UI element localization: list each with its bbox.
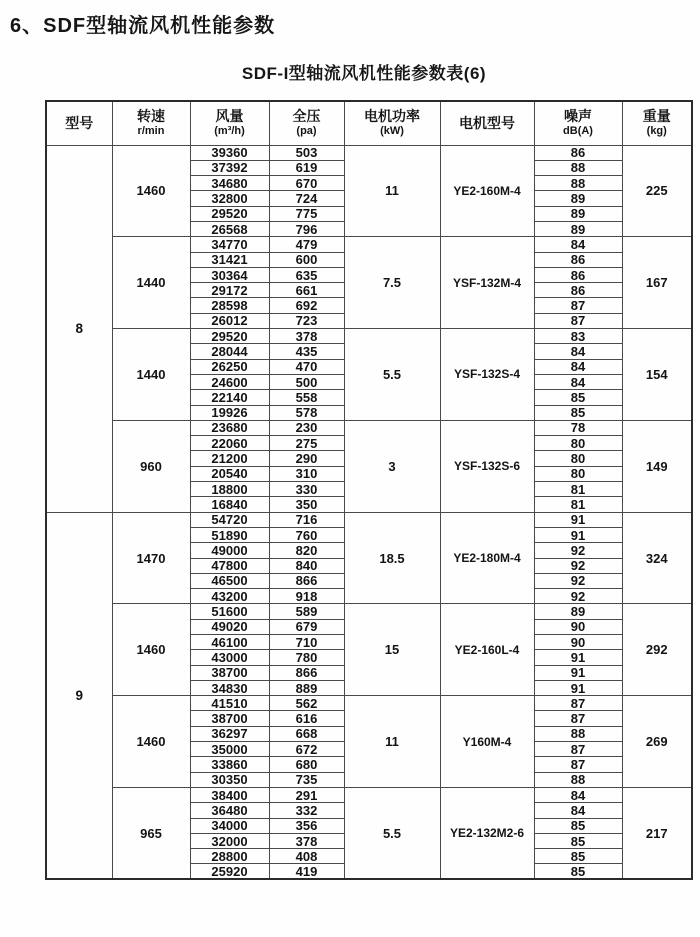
cell-pressure: 780 [269, 650, 344, 665]
cell-pressure: 230 [269, 420, 344, 435]
cell-noise: 83 [534, 329, 622, 344]
cell-noise: 84 [534, 237, 622, 252]
cell-noise: 91 [534, 665, 622, 680]
cell-noise: 78 [534, 420, 622, 435]
cell-pressure: 291 [269, 787, 344, 802]
cell-noise: 88 [534, 772, 622, 787]
cell-flow: 29520 [190, 206, 269, 221]
cell-noise: 86 [534, 283, 622, 298]
cell-flow: 43200 [190, 589, 269, 604]
col-sublabel: (kg) [646, 125, 667, 138]
col-sublabel: r/min [137, 125, 165, 138]
cell-pressure: 310 [269, 466, 344, 481]
cell-pressure: 350 [269, 497, 344, 512]
cell-noise: 81 [534, 482, 622, 497]
cell-noise: 92 [534, 558, 622, 573]
cell-flow: 49000 [190, 543, 269, 558]
cell-flow: 46100 [190, 635, 269, 650]
cell-motor: YE2-160L-4 [440, 604, 534, 696]
cell-pressure: 479 [269, 237, 344, 252]
cell-flow: 30364 [190, 267, 269, 282]
cell-flow: 23680 [190, 420, 269, 435]
cell-flow: 38400 [190, 787, 269, 802]
cell-pressure: 589 [269, 604, 344, 619]
cell-flow: 51600 [190, 604, 269, 619]
table-body [46, 145, 692, 879]
cell-flow: 33860 [190, 757, 269, 772]
cell-flow: 34770 [190, 237, 269, 252]
cell-pressure: 672 [269, 742, 344, 757]
cell-flow: 26012 [190, 313, 269, 328]
cell-flow: 28598 [190, 298, 269, 313]
cell-noise: 88 [534, 160, 622, 175]
table-title: SDF-I型轴流风机性能参数表(6) [241, 64, 487, 83]
cell-noise: 86 [534, 145, 622, 160]
col-header-pressure [269, 101, 344, 145]
cell-model: 8 [46, 145, 112, 512]
cell-flow: 31421 [190, 252, 269, 267]
cell-pressure: 290 [269, 451, 344, 466]
cell-noise: 87 [534, 711, 622, 726]
cell-pressure: 680 [269, 757, 344, 772]
cell-speed: 1470 [112, 512, 190, 604]
cell-noise: 80 [534, 466, 622, 481]
cell-noise: 85 [534, 864, 622, 879]
cell-pressure: 866 [269, 573, 344, 588]
table-row [46, 787, 692, 802]
cell-weight: 149 [622, 420, 692, 512]
cell-flow: 18800 [190, 482, 269, 497]
table-row [46, 420, 692, 435]
cell-motor: YE2-180M-4 [440, 512, 534, 604]
cell-noise: 81 [534, 497, 622, 512]
cell-noise: 80 [534, 451, 622, 466]
cell-flow: 38700 [190, 711, 269, 726]
cell-flow: 22060 [190, 436, 269, 451]
cell-speed: 1460 [112, 696, 190, 788]
cell-noise: 85 [534, 818, 622, 833]
cell-weight: 292 [622, 604, 692, 696]
col-sublabel: (pa) [296, 125, 317, 138]
cell-noise: 87 [534, 757, 622, 772]
cell-noise: 85 [534, 833, 622, 848]
cell-noise: 90 [534, 619, 622, 634]
cell-motor: YE2-132M2-6 [440, 787, 534, 879]
cell-motor: YE2-160M-4 [440, 145, 534, 237]
cell-speed: 965 [112, 787, 190, 879]
cell-noise: 84 [534, 359, 622, 374]
cell-noise: 80 [534, 436, 622, 451]
cell-noise: 86 [534, 252, 622, 267]
cell-pressure: 918 [269, 589, 344, 604]
cell-flow: 26250 [190, 359, 269, 374]
col-label: 全压 [292, 107, 321, 124]
cell-noise: 87 [534, 742, 622, 757]
cell-flow: 38700 [190, 665, 269, 680]
cell-noise: 92 [534, 543, 622, 558]
cell-weight: 167 [622, 237, 692, 329]
cell-flow: 37392 [190, 160, 269, 175]
cell-power: 15 [344, 604, 440, 696]
cell-pressure: 661 [269, 283, 344, 298]
col-label: 型号 [65, 114, 94, 131]
col-label: 噪声 [564, 107, 592, 124]
col-header-airflow [190, 101, 269, 145]
cell-flow: 36297 [190, 726, 269, 741]
cell-flow: 22140 [190, 390, 269, 405]
cell-noise: 87 [534, 298, 622, 313]
cell-flow: 21200 [190, 451, 269, 466]
cell-model: 9 [46, 512, 112, 879]
cell-pressure: 692 [269, 298, 344, 313]
cell-noise: 84 [534, 344, 622, 359]
cell-weight: 225 [622, 145, 692, 237]
cell-noise: 84 [534, 803, 622, 818]
cell-flow: 47800 [190, 558, 269, 573]
cell-power: 5.5 [344, 787, 440, 879]
cell-pressure: 668 [269, 726, 344, 741]
cell-noise: 91 [534, 512, 622, 527]
col-header-model [46, 101, 112, 145]
cell-pressure: 275 [269, 436, 344, 451]
cell-flow: 29520 [190, 329, 269, 344]
cell-speed: 1460 [112, 145, 190, 237]
cell-power: 7.5 [344, 237, 440, 329]
header-row [46, 101, 692, 145]
cell-motor: YSF-132S-4 [440, 329, 534, 421]
cell-flow: 49020 [190, 619, 269, 634]
cell-flow: 28800 [190, 849, 269, 864]
table-row [46, 512, 692, 527]
cell-power: 18.5 [344, 512, 440, 604]
col-label: 电机型号 [459, 114, 515, 131]
cell-noise: 92 [534, 589, 622, 604]
cell-power: 3 [344, 420, 440, 512]
table-row [46, 329, 692, 344]
cell-noise: 85 [534, 405, 622, 420]
cell-flow: 43000 [190, 650, 269, 665]
cell-flow: 29172 [190, 283, 269, 298]
cell-noise: 89 [534, 206, 622, 221]
cell-weight: 269 [622, 696, 692, 788]
cell-pressure: 435 [269, 344, 344, 359]
cell-flow: 32800 [190, 191, 269, 206]
cell-flow: 32000 [190, 833, 269, 848]
cell-noise: 92 [534, 573, 622, 588]
cell-motor: YSF-132S-6 [440, 420, 534, 512]
cell-noise: 87 [534, 313, 622, 328]
col-label: 风量 [215, 107, 244, 124]
cell-weight: 154 [622, 329, 692, 421]
cell-pressure: 760 [269, 527, 344, 542]
cell-flow: 26568 [190, 221, 269, 236]
cell-power: 11 [344, 696, 440, 788]
col-label: 重量 [642, 107, 671, 124]
cell-flow: 30350 [190, 772, 269, 787]
col-sublabel: (kW) [380, 125, 404, 138]
cell-noise: 86 [534, 267, 622, 282]
cell-pressure: 578 [269, 405, 344, 420]
col-header-noise [534, 101, 622, 145]
cell-pressure: 716 [269, 512, 344, 527]
cell-flow: 34830 [190, 680, 269, 695]
cell-flow: 28044 [190, 344, 269, 359]
cell-noise: 91 [534, 527, 622, 542]
cell-noise: 87 [534, 696, 622, 711]
cell-weight: 217 [622, 787, 692, 879]
cell-pressure: 679 [269, 619, 344, 634]
cell-pressure: 710 [269, 635, 344, 650]
cell-flow: 20540 [190, 466, 269, 481]
cell-flow: 35000 [190, 742, 269, 757]
cell-pressure: 840 [269, 558, 344, 573]
cell-pressure: 408 [269, 849, 344, 864]
cell-pressure: 332 [269, 803, 344, 818]
cell-pressure: 356 [269, 818, 344, 833]
cell-flow: 39360 [190, 145, 269, 160]
cell-noise: 85 [534, 849, 622, 864]
table-row [46, 696, 692, 711]
cell-noise: 84 [534, 787, 622, 802]
cell-noise: 88 [534, 176, 622, 191]
cell-pressure: 866 [269, 665, 344, 680]
cell-noise: 85 [534, 390, 622, 405]
page-heading: 6、SDF型轴流风机性能参数 [10, 15, 276, 37]
cell-pressure: 670 [269, 176, 344, 191]
cell-pressure: 796 [269, 221, 344, 236]
col-label: 电机功率 [364, 107, 420, 124]
cell-flow: 51890 [190, 527, 269, 542]
cell-speed: 1440 [112, 329, 190, 421]
cell-flow: 36480 [190, 803, 269, 818]
cell-flow: 19926 [190, 405, 269, 420]
col-header-weight [622, 101, 692, 145]
cell-noise: 89 [534, 604, 622, 619]
cell-pressure: 724 [269, 191, 344, 206]
cell-pressure: 330 [269, 482, 344, 497]
cell-flow: 25920 [190, 864, 269, 879]
cell-pressure: 378 [269, 833, 344, 848]
cell-noise: 84 [534, 374, 622, 389]
cell-flow: 41510 [190, 696, 269, 711]
cell-pressure: 775 [269, 206, 344, 221]
col-header-speed [112, 101, 190, 145]
cell-flow: 34000 [190, 818, 269, 833]
col-header-motor-model [440, 101, 534, 145]
cell-pressure: 562 [269, 696, 344, 711]
cell-speed: 960 [112, 420, 190, 512]
col-sublabel: (m³/h) [214, 125, 245, 138]
cell-pressure: 735 [269, 772, 344, 787]
cell-pressure: 889 [269, 680, 344, 695]
cell-flow: 54720 [190, 512, 269, 527]
cell-pressure: 500 [269, 374, 344, 389]
performance-table [45, 100, 693, 880]
cell-flow: 34680 [190, 176, 269, 191]
cell-noise: 89 [534, 221, 622, 236]
table-header [46, 101, 692, 145]
cell-speed: 1440 [112, 237, 190, 329]
cell-noise: 89 [534, 191, 622, 206]
cell-pressure: 503 [269, 145, 344, 160]
cell-noise: 91 [534, 650, 622, 665]
table-row [46, 604, 692, 619]
cell-pressure: 419 [269, 864, 344, 879]
cell-weight: 324 [622, 512, 692, 604]
cell-power: 11 [344, 145, 440, 237]
cell-noise: 90 [534, 635, 622, 650]
cell-pressure: 558 [269, 390, 344, 405]
cell-power: 5.5 [344, 329, 440, 421]
cell-flow: 46500 [190, 573, 269, 588]
cell-pressure: 635 [269, 267, 344, 282]
col-sublabel: dB(A) [563, 125, 593, 138]
col-label: 转速 [137, 107, 165, 124]
cell-pressure: 616 [269, 711, 344, 726]
cell-pressure: 619 [269, 160, 344, 175]
cell-pressure: 378 [269, 329, 344, 344]
cell-pressure: 470 [269, 359, 344, 374]
cell-pressure: 723 [269, 313, 344, 328]
cell-noise: 91 [534, 680, 622, 695]
cell-pressure: 820 [269, 543, 344, 558]
cell-motor: Y160M-4 [440, 696, 534, 788]
cell-flow: 16840 [190, 497, 269, 512]
table-row [46, 237, 692, 252]
cell-motor: YSF-132M-4 [440, 237, 534, 329]
cell-speed: 1460 [112, 604, 190, 696]
col-header-power [344, 101, 440, 145]
cell-noise: 88 [534, 726, 622, 741]
table-row [46, 145, 692, 160]
cell-flow: 24600 [190, 374, 269, 389]
cell-pressure: 600 [269, 252, 344, 267]
